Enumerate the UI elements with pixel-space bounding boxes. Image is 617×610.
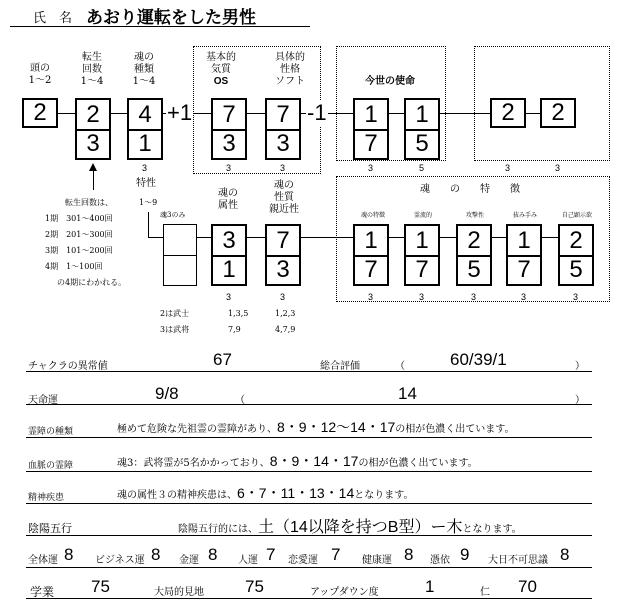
only3-box: [163, 224, 197, 286]
fortune-label: 恋愛運: [288, 555, 318, 566]
destiny-value2: 14: [398, 384, 417, 403]
basic-temperament-below: 3: [226, 163, 232, 173]
feature-below-5: 3: [573, 292, 579, 302]
jin-value: 70: [518, 577, 537, 596]
destiny-open: （: [235, 395, 245, 406]
attr-notes: 2は武士 1,3,5 1,2,3 3は武将 7,9 4,7,9: [160, 309, 296, 334]
feature-label-3: 攻撃性: [465, 212, 484, 219]
fortunes-underline: [26, 567, 592, 568]
fortune-value: 8: [560, 545, 570, 564]
reincarnation-note: 転生回数は、 1期 301〜400回 2期 201〜300回 3期 101〜200回 4期 1〜100回 の4期にわかれる。: [45, 198, 127, 287]
mental-label: 精神疾患: [28, 493, 65, 503]
yinyang-underline: [26, 535, 592, 536]
reincarnation-arrow-head: [89, 163, 97, 171]
concrete-personality-box: 7 3: [265, 98, 301, 160]
concrete-personality-below: 3: [280, 163, 286, 173]
fortune-label: 全体運: [28, 555, 58, 566]
fortune-value: 7: [331, 545, 341, 564]
destiny-value: 9/8: [155, 384, 179, 403]
reincarnation-box: 2 3: [75, 98, 111, 160]
destiny-label: 天命運: [28, 395, 58, 406]
feature-box-5: 2 5: [558, 224, 594, 286]
only3-label: 魂3のみ: [160, 211, 186, 219]
soul-type-plus: +1: [167, 100, 193, 125]
chakra-value: 67: [213, 350, 232, 369]
spirit-text: 極めて危険な先祖霊の霊障があり、8・9・12〜14・17の相が色濃く出ています。: [117, 419, 515, 435]
nature-label: 魂の 性質 親近性: [269, 180, 299, 215]
study-value: 75: [91, 577, 110, 596]
nature-box: 7 3: [265, 224, 301, 286]
updown-value: 1: [425, 577, 435, 596]
soul-features-title: 魂 の 特 徴: [420, 184, 520, 195]
fortune-value: 8: [404, 545, 414, 564]
jin-label: 仁: [480, 587, 490, 598]
fortune-value: 9: [460, 545, 470, 564]
fortune-label: ビジネス運: [95, 555, 145, 566]
feature-label-5: 自己顕示欲: [561, 212, 592, 219]
mental-text: 魂の属性３の精神疾患は、6・7・11・13・14となります。: [117, 485, 414, 501]
attribute-box: 3 1: [211, 224, 247, 286]
blood-label: 血脈の霊障: [28, 461, 74, 471]
feature-box-4: 1 7: [506, 224, 542, 286]
eval-value: 60/39/1: [450, 350, 507, 369]
feature-label-2: 霊流的: [413, 212, 432, 219]
study-underline: [26, 598, 592, 599]
right-below-2: 3: [555, 163, 561, 173]
reincarnation-label: 転生 回数 1〜4: [80, 52, 104, 87]
destiny-close: ）: [575, 395, 585, 406]
blood-underline: [26, 471, 592, 472]
mission-title: 今世の使命: [365, 76, 415, 87]
mission-box-2: 1 5: [404, 98, 440, 160]
feature-below-1: 3: [368, 292, 374, 302]
view-label: 大局的見地: [154, 587, 204, 598]
mission-box-1: 1 7: [353, 98, 389, 160]
feature-label-1: 魂の特徴: [360, 212, 385, 219]
soul-type-box: 4 1: [127, 98, 163, 160]
chakra-underline: [26, 371, 592, 372]
concrete-personality-minus: -1: [307, 100, 327, 125]
right-box-2: 2: [540, 98, 576, 128]
feature-below-3: 3: [471, 292, 477, 302]
destiny-underline: [26, 404, 592, 405]
right-box-1: 2: [490, 98, 526, 128]
fortune-label: 大日不可思議: [488, 555, 548, 566]
concrete-personality-label: 具体的 性格 ソフト: [275, 52, 305, 87]
soul-type-below: 3: [142, 163, 148, 173]
feature-box-3: 2 5: [456, 224, 492, 286]
nature-below: 3: [280, 292, 286, 302]
mission-below-1: 3: [368, 163, 374, 173]
fortune-label: 憑依: [430, 555, 450, 566]
special-label: 特性: [136, 178, 156, 189]
view-value: 75: [245, 577, 264, 596]
basic-temperament-label: 基本的 気質 OS: [206, 52, 236, 87]
yinyang-text: 陰陽五行的には、土（14以降を持つB型）ー木となります。: [178, 519, 522, 536]
head-label: 頭の 1〜2: [28, 63, 52, 86]
soul-type-label: 魂の 種類 1〜4: [132, 52, 156, 87]
yinyang-label: 陰陽五行: [28, 522, 72, 535]
chakra-label: チャクラの異常値: [28, 361, 108, 372]
eval-open: （: [395, 361, 405, 372]
row2-vert-connector: [148, 212, 149, 237]
eval-label: 総合評価: [320, 361, 360, 372]
fortune-value: 8: [64, 545, 74, 564]
right-below-1: 3: [505, 163, 511, 173]
feature-below-4: 3: [521, 292, 527, 302]
feature-box-1: 1 7: [353, 224, 389, 286]
basic-temperament-box: 7 3: [211, 98, 247, 160]
reincarnation-arrow-line: [93, 170, 94, 190]
mission-below-2: 5: [419, 163, 425, 173]
attribute-label: 魂の 属性: [218, 188, 238, 211]
fortune-label: 人運: [238, 555, 258, 566]
head-box: 2: [22, 98, 58, 128]
blood-text: 魂3：武将霊が5名かかっており、8・9・14・17の相が色濃く出ています。: [117, 453, 478, 469]
fortune-label: 金運: [179, 555, 199, 566]
feature-box-2: 1 7: [404, 224, 440, 286]
attribute-below: 3: [226, 292, 232, 302]
eval-close: ）: [575, 361, 585, 372]
mental-underline: [26, 503, 592, 504]
feature-below-2: 3: [419, 292, 425, 302]
fortunes-row: [28, 545, 603, 569]
fortune-value: 7: [266, 545, 276, 564]
fortune-value: 8: [151, 545, 161, 564]
spirit-underline: [26, 437, 592, 438]
study-label: 学業: [30, 585, 55, 599]
feature-label-4: 抜み手み: [512, 212, 537, 219]
name-label: 氏 名: [33, 11, 73, 26]
fortune-value: 8: [208, 545, 218, 564]
special-range: 1〜9: [139, 198, 158, 207]
spirit-label: 霊障の種類: [28, 427, 74, 437]
updown-label: アップダウン度: [310, 587, 379, 598]
name-value: あおり運転をした男性: [86, 8, 256, 28]
fortune-label: 健康運: [362, 555, 392, 566]
name-underline: [10, 26, 310, 27]
